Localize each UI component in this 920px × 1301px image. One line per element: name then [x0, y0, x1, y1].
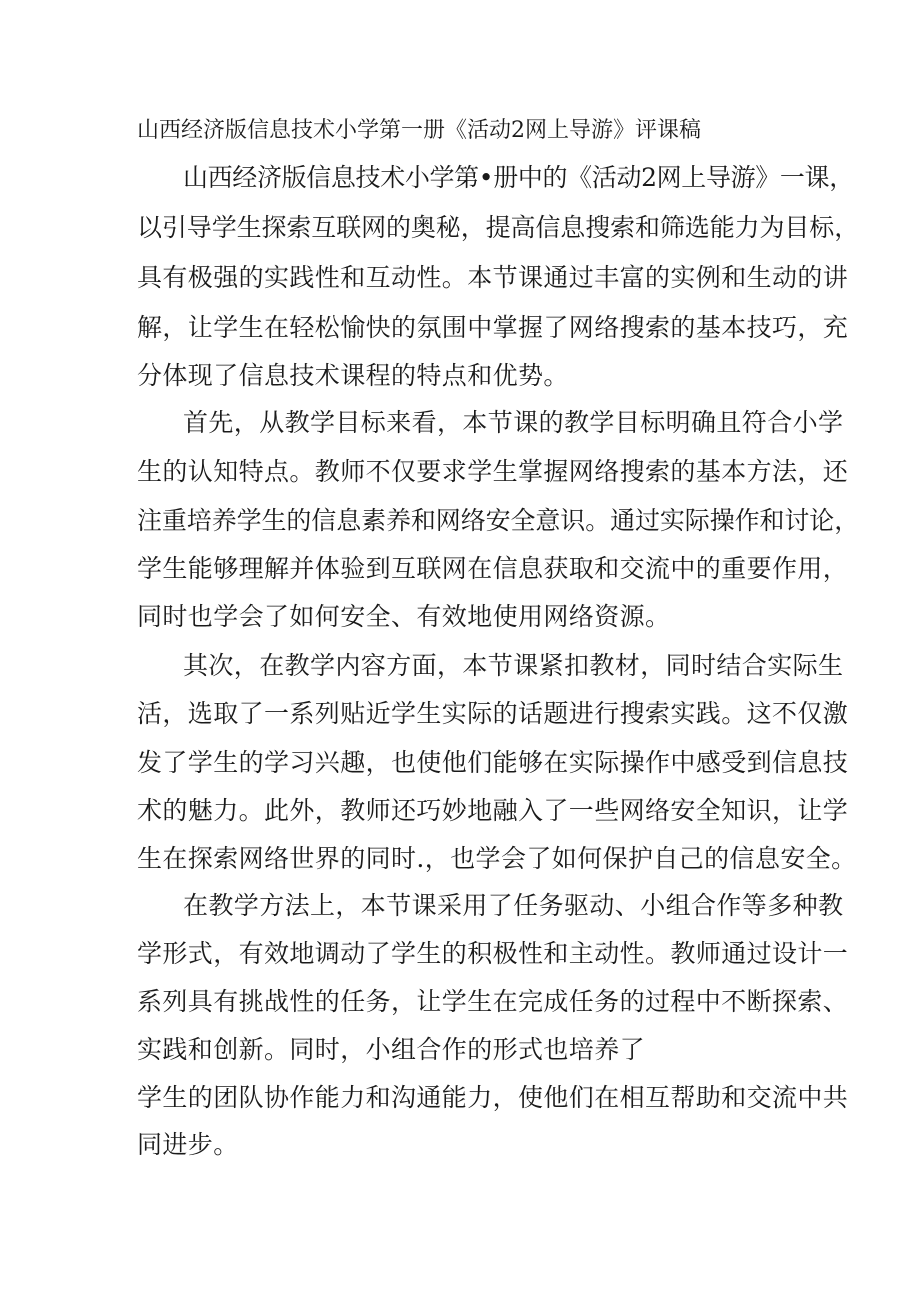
paragraph-2-line-4: 学生能够理解并体验到互联网在信息获取和交流中的重要作用， [137, 554, 849, 583]
paragraph-4-line-2: 学形式，有效地调动了学生的积极性和主动性。教师通过设计一 [137, 939, 849, 968]
paragraph-4-line-1: 在教学方法上，本节课采用了任务驱动、小组合作等多种教 [183, 891, 844, 920]
paragraph-3-line-1: 其次，在教学内容方面，本节课紧扣教材，同时结合实际生 [183, 651, 844, 680]
paragraph-2-line-2: 生的认知特点。教师不仅要求学生掌握网络搜索的基本方法，还 [137, 457, 849, 486]
paragraph-1-line-2: 以引导学生探索互联网的奥秘，提高信息搜索和筛选能力为目标， [137, 213, 860, 242]
paragraph-3-line-2: 活，选取了一系列贴近学生实际的话题进行搜索实践。这不仅激 [137, 699, 849, 728]
paragraph-4-line-5: 学生的团队协作能力和沟通能力，使他们在相互帮助和交流中共 [137, 1083, 849, 1112]
paragraph-4-line-6: 同进步。 [137, 1130, 239, 1159]
paragraph-1-line-3: 具有极强的实践性和互动性。本节课通过丰富的实例和生动的讲 [137, 263, 849, 292]
paragraph-1-line-4: 解，让学生在轻松愉快的氛围中掌握了网络搜索的基本技巧，充 [137, 313, 849, 342]
paragraph-2-line-5: 同时也学会了如何安全、有效地使用网络资源。 [137, 602, 671, 631]
document-title: 山西经济版信息技术小学第一册《活动2网上导游》评课稿 [137, 118, 701, 143]
paragraph-4-line-4: 实践和创新。同时，小组合作的形式也培养了 [137, 1035, 646, 1064]
paragraph-1-line-5: 分体现了信息技术课程的特点和优势。 [137, 361, 569, 390]
paragraph-3-line-4: 术的魅力。此外，教师还巧妙地融入了一些网络安全知识，让学 [137, 796, 849, 825]
paragraph-3-line-3: 发了学生的学习兴趣，也使他们能够在实际操作中感受到信息技 [137, 748, 849, 777]
paragraph-3-line-5: 生在探索网络世界的同时.，也学会了如何保护自己的信息安全。 [137, 844, 857, 873]
paragraph-2-line-3: 注重培养学生的信息素养和网络安全意识。通过实际操作和讨论， [137, 506, 860, 535]
paragraph-4-line-3: 系列具有挑战性的任务，让学生在完成任务的过程中不断探索、 [137, 987, 849, 1016]
paragraph-2-line-1: 首先，从教学目标来看，本节课的教学目标明确且符合小学 [183, 408, 844, 437]
paragraph-1-line-1: 山西经济版信息技术小学第•册中的《活动2网上导游》一课， [183, 163, 854, 192]
